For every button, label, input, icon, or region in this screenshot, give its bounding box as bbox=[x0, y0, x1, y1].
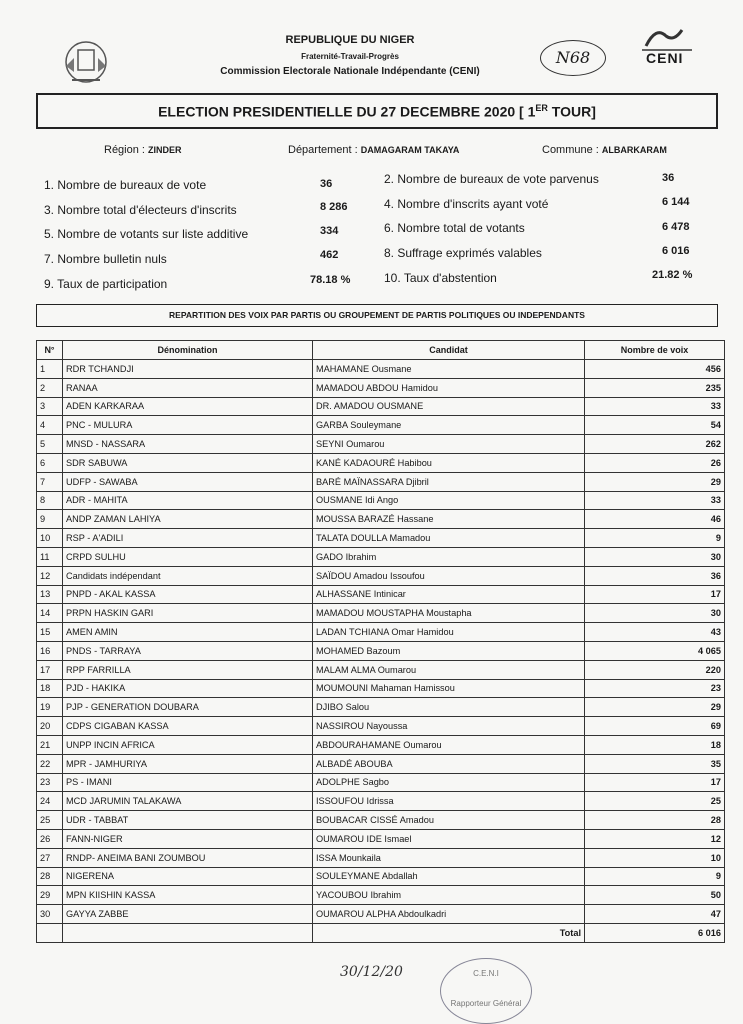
party-name: SDR SABUWA bbox=[63, 453, 313, 472]
row-number: 17 bbox=[37, 660, 63, 679]
table-row bbox=[37, 491, 725, 510]
vote-count: 29 bbox=[585, 472, 725, 491]
row-number: 11 bbox=[37, 547, 63, 566]
vote-count: 28 bbox=[585, 811, 725, 830]
row-number: 2 bbox=[37, 378, 63, 397]
results-table bbox=[36, 340, 725, 943]
party-name: FANN-NIGER bbox=[63, 829, 313, 848]
vote-count: 235 bbox=[585, 378, 725, 397]
party-name: CRPD SULHU bbox=[63, 547, 313, 566]
row-number: 29 bbox=[37, 886, 63, 905]
candidate-name: ALHASSANE Intinicar bbox=[313, 585, 585, 604]
stat-value: 36 bbox=[662, 172, 675, 184]
candidate-name: ALBADÉ ABOUBA bbox=[313, 754, 585, 773]
table-row bbox=[37, 566, 725, 585]
vote-count: 17 bbox=[585, 585, 725, 604]
party-name: RNDP- ANEIMA BANI ZOUMBOU bbox=[63, 848, 313, 867]
party-name: MPR - JAMHURIYA bbox=[63, 754, 313, 773]
candidate-name: KANÉ KADAOURÉ Habibou bbox=[313, 453, 585, 472]
table-row bbox=[37, 735, 725, 754]
vote-count: 29 bbox=[585, 698, 725, 717]
handwritten-reference-number: N68 bbox=[540, 40, 606, 76]
column-header-candidate: Candidat bbox=[313, 341, 585, 360]
vote-count: 36 bbox=[585, 566, 725, 585]
vote-count: 46 bbox=[585, 510, 725, 529]
vote-count: 50 bbox=[585, 886, 725, 905]
party-name: RSP - A'ADILI bbox=[63, 529, 313, 548]
column-header-number: N° bbox=[37, 341, 63, 360]
table-row bbox=[37, 623, 725, 642]
commune-field: Commune : ALBARKARAM bbox=[542, 144, 667, 156]
party-name: ANDP ZAMAN LAHIYA bbox=[63, 510, 313, 529]
row-number: 9 bbox=[37, 510, 63, 529]
vote-count: 54 bbox=[585, 416, 725, 435]
vote-count: 456 bbox=[585, 360, 725, 379]
party-name: PNDS - TARRAYA bbox=[63, 641, 313, 660]
column-header-party: Dénomination bbox=[63, 341, 313, 360]
party-name: UNPP INCIN AFRICA bbox=[63, 735, 313, 754]
table-row bbox=[37, 435, 725, 454]
row-number: 1 bbox=[37, 360, 63, 379]
vote-count: 33 bbox=[585, 397, 725, 416]
candidate-name: MAHAMANE Ousmane bbox=[313, 360, 585, 379]
vote-count: 23 bbox=[585, 679, 725, 698]
coat-of-arms-emblem bbox=[60, 36, 112, 88]
row-number: 15 bbox=[37, 623, 63, 642]
candidate-name: MOUMOUNI Mahaman Hamissou bbox=[313, 679, 585, 698]
table-row bbox=[37, 848, 725, 867]
commune-value: ALBARKARAM bbox=[601, 145, 667, 155]
vote-count: 262 bbox=[585, 435, 725, 454]
row-number: 23 bbox=[37, 773, 63, 792]
candidate-name: OUSMANE Idi Ango bbox=[313, 491, 585, 510]
candidate-name: TALATA DOULLA Mamadou bbox=[313, 529, 585, 548]
vote-count: 69 bbox=[585, 717, 725, 736]
candidate-name: GARBA Souleymane bbox=[313, 416, 585, 435]
table-row bbox=[37, 360, 725, 379]
row-number: 27 bbox=[37, 848, 63, 867]
party-name: PRPN HASKIN GARI bbox=[63, 604, 313, 623]
stamp-top-text: C.E.N.I bbox=[473, 969, 499, 978]
vote-count: 18 bbox=[585, 735, 725, 754]
party-name: RANAA bbox=[63, 378, 313, 397]
stat-label: 8. Suffrage exprimés valables bbox=[384, 246, 542, 260]
table-row bbox=[37, 416, 725, 435]
candidate-name: MAMADOU MOUSTAPHA Moustapha bbox=[313, 604, 585, 623]
candidate-name: GADO Ibrahim bbox=[313, 547, 585, 566]
column-header-votes: Nombre de voix bbox=[585, 341, 725, 360]
table-row bbox=[37, 886, 725, 905]
row-number: 21 bbox=[37, 735, 63, 754]
vote-count: 30 bbox=[585, 604, 725, 623]
party-name: ADEN KARKARAA bbox=[63, 397, 313, 416]
vote-count: 12 bbox=[585, 829, 725, 848]
candidate-name: YACOUBOU Ibrahim bbox=[313, 886, 585, 905]
row-number: 10 bbox=[37, 529, 63, 548]
stat-value: 462 bbox=[320, 249, 339, 261]
row-number: 30 bbox=[37, 905, 63, 924]
vote-count: 43 bbox=[585, 623, 725, 642]
stat-value: 6 478 bbox=[662, 221, 690, 233]
vote-count: 4 065 bbox=[585, 641, 725, 660]
stat-value: 21.82 % bbox=[652, 269, 693, 281]
table-row bbox=[37, 529, 725, 548]
party-name: AMEN AMIN bbox=[63, 623, 313, 642]
row-number: 12 bbox=[37, 566, 63, 585]
stat-label: 5. Nombre de votants sur liste additive bbox=[44, 227, 249, 241]
stat-value: 8 286 bbox=[320, 201, 348, 213]
candidate-name: MOHAMED Bazoum bbox=[313, 641, 585, 660]
row-number: 8 bbox=[37, 491, 63, 510]
table-total-row bbox=[37, 923, 725, 942]
table-row bbox=[37, 585, 725, 604]
vote-count: 35 bbox=[585, 754, 725, 773]
party-name: CDPS CIGABAN KASSA bbox=[63, 717, 313, 736]
party-name: Candidats indépendant bbox=[63, 566, 313, 585]
table-row bbox=[37, 698, 725, 717]
candidate-name: NASSIROU Nayoussa bbox=[313, 717, 585, 736]
candidate-name: SAÏDOU Amadou Issoufou bbox=[313, 566, 585, 585]
candidate-name: OUMAROU ALPHA Abdoulkadri bbox=[313, 905, 585, 924]
vote-count: 9 bbox=[585, 867, 725, 886]
row-number: 22 bbox=[37, 754, 63, 773]
party-name: PJD - HAKIKA bbox=[63, 679, 313, 698]
table-row bbox=[37, 472, 725, 491]
row-number: 28 bbox=[37, 867, 63, 886]
stat-label: 4. Nombre d'inscrits ayant voté bbox=[384, 197, 549, 211]
total-value: 6 016 bbox=[585, 923, 725, 942]
vote-count: 30 bbox=[585, 547, 725, 566]
row-number: 25 bbox=[37, 811, 63, 830]
handwritten-date-signature: 30/12/20 bbox=[340, 964, 403, 980]
candidate-name: OUMAROU IDE Ismael bbox=[313, 829, 585, 848]
stat-label: 2. Nombre de bureaux de vote parvenus bbox=[384, 172, 599, 186]
table-row bbox=[37, 829, 725, 848]
table-row bbox=[37, 717, 725, 736]
table-row bbox=[37, 378, 725, 397]
region-value: ZINDER bbox=[148, 145, 182, 155]
candidate-name: MOUSSA BARAZÉ Hassane bbox=[313, 510, 585, 529]
vote-count: 220 bbox=[585, 660, 725, 679]
row-number: 13 bbox=[37, 585, 63, 604]
candidate-name: DR. AMADOU OUSMANE bbox=[313, 397, 585, 416]
party-name: MPN KIISHIN KASSA bbox=[63, 886, 313, 905]
ceni-logo-text: CENI bbox=[646, 50, 684, 66]
table-row bbox=[37, 510, 725, 529]
stat-label: 7. Nombre bulletin nuls bbox=[44, 252, 167, 266]
country-name: REPUBLIQUE DU NIGER bbox=[285, 34, 415, 46]
candidate-name: SEYNI Oumarou bbox=[313, 435, 585, 454]
party-name: MCD JARUMIN TALAKAWA bbox=[63, 792, 313, 811]
party-name: RDR TCHANDJI bbox=[63, 360, 313, 379]
table-row bbox=[37, 754, 725, 773]
row-number: 6 bbox=[37, 453, 63, 472]
row-number: 26 bbox=[37, 829, 63, 848]
row-number: 19 bbox=[37, 698, 63, 717]
row-number: 20 bbox=[37, 717, 63, 736]
region-field: Région : ZINDER bbox=[104, 144, 182, 156]
vote-count: 17 bbox=[585, 773, 725, 792]
stat-value: 334 bbox=[320, 225, 339, 237]
row-number: 5 bbox=[37, 435, 63, 454]
section-title: REPARTITION DES VOIX PAR PARTIS OU GROUPEMENT DE PARTIS POLITIQUES OU INDEPENDANTS bbox=[36, 304, 718, 327]
table-row bbox=[37, 660, 725, 679]
party-name: RPP FARRILLA bbox=[63, 660, 313, 679]
candidate-name: BARÉ MAÏNASSARA Djibril bbox=[313, 472, 585, 491]
stat-value: 36 bbox=[320, 178, 333, 190]
vote-count: 10 bbox=[585, 848, 725, 867]
stat-label: 3. Nombre total d'électeurs d'inscrits bbox=[44, 203, 237, 217]
stat-label: 10. Taux d'abstention bbox=[384, 271, 497, 285]
row-number: 18 bbox=[37, 679, 63, 698]
departement-field: Département : DAMAGARAM TAKAYA bbox=[288, 144, 460, 156]
vote-count: 25 bbox=[585, 792, 725, 811]
table-row bbox=[37, 604, 725, 623]
table-row bbox=[37, 397, 725, 416]
departement-value: DAMAGARAM TAKAYA bbox=[360, 145, 460, 155]
stat-value: 78.18 % bbox=[310, 274, 351, 286]
table-row bbox=[37, 773, 725, 792]
table-row bbox=[37, 905, 725, 924]
table-row bbox=[37, 679, 725, 698]
table-header-row bbox=[37, 341, 725, 360]
table-row bbox=[37, 811, 725, 830]
table-row bbox=[37, 867, 725, 886]
total-label: Total bbox=[313, 923, 585, 942]
party-name: UDFP - SAWABA bbox=[63, 472, 313, 491]
candidate-name: DJIBO Salou bbox=[313, 698, 585, 717]
candidate-name: SOULEYMANE Abdallah bbox=[313, 867, 585, 886]
stat-label: 6. Nombre total de votants bbox=[384, 221, 525, 235]
table-row bbox=[37, 792, 725, 811]
candidate-name: ISSA Mounkaila bbox=[313, 848, 585, 867]
stat-label: 1. Nombre de bureaux de vote bbox=[44, 178, 207, 192]
stat-label: 9. Taux de participation bbox=[44, 277, 168, 291]
official-stamp bbox=[440, 958, 532, 1024]
vote-count: 47 bbox=[585, 905, 725, 924]
election-title: ELECTION PRESIDENTIELLE DU 27 DECEMBRE 2020 [ 1ER TOUR] bbox=[158, 103, 596, 120]
party-name: UDR - TABBAT bbox=[63, 811, 313, 830]
candidate-name: LADAN TCHIANA Omar Hamidou bbox=[313, 623, 585, 642]
candidate-name: MALAM ALMA Oumarou bbox=[313, 660, 585, 679]
candidate-name: ABDOURAHAMANE Oumarou bbox=[313, 735, 585, 754]
candidate-name: ISSOUFOU Idrissa bbox=[313, 792, 585, 811]
stat-value: 6 144 bbox=[662, 196, 690, 208]
row-number: 4 bbox=[37, 416, 63, 435]
party-name: PS - IMANI bbox=[63, 773, 313, 792]
row-number: 24 bbox=[37, 792, 63, 811]
party-name: ADR - MAHITA bbox=[63, 491, 313, 510]
party-name: PNC - MULURA bbox=[63, 416, 313, 435]
table-row bbox=[37, 641, 725, 660]
vote-count: 33 bbox=[585, 491, 725, 510]
stat-value: 6 016 bbox=[662, 245, 690, 257]
commission-name: Commission Electorale Nationale Indépendante (CENI) bbox=[220, 66, 480, 77]
vote-count: 9 bbox=[585, 529, 725, 548]
candidate-name: ADOLPHE Sagbo bbox=[313, 773, 585, 792]
ceni-logo bbox=[636, 22, 698, 72]
candidate-name: MAMADOU ABDOU Hamidou bbox=[313, 378, 585, 397]
party-name: PNPD - AKAL KASSA bbox=[63, 585, 313, 604]
stamp-bottom-text: Rapporteur Général bbox=[450, 999, 522, 1008]
party-name: PJP - GENERATION DOUBARA bbox=[63, 698, 313, 717]
row-number: 14 bbox=[37, 604, 63, 623]
row-number: 16 bbox=[37, 641, 63, 660]
party-name: NIGERENA bbox=[63, 867, 313, 886]
row-number: 3 bbox=[37, 397, 63, 416]
candidate-name: BOUBACAR CISSÉ Amadou bbox=[313, 811, 585, 830]
election-title-box bbox=[36, 93, 718, 129]
national-motto: Fraternité-Travail-Progrès bbox=[301, 52, 399, 61]
table-row bbox=[37, 547, 725, 566]
party-name: MNSD - NASSARA bbox=[63, 435, 313, 454]
row-number: 7 bbox=[37, 472, 63, 491]
vote-count: 26 bbox=[585, 453, 725, 472]
table-row bbox=[37, 453, 725, 472]
party-name: GAYYA ZABBE bbox=[63, 905, 313, 924]
